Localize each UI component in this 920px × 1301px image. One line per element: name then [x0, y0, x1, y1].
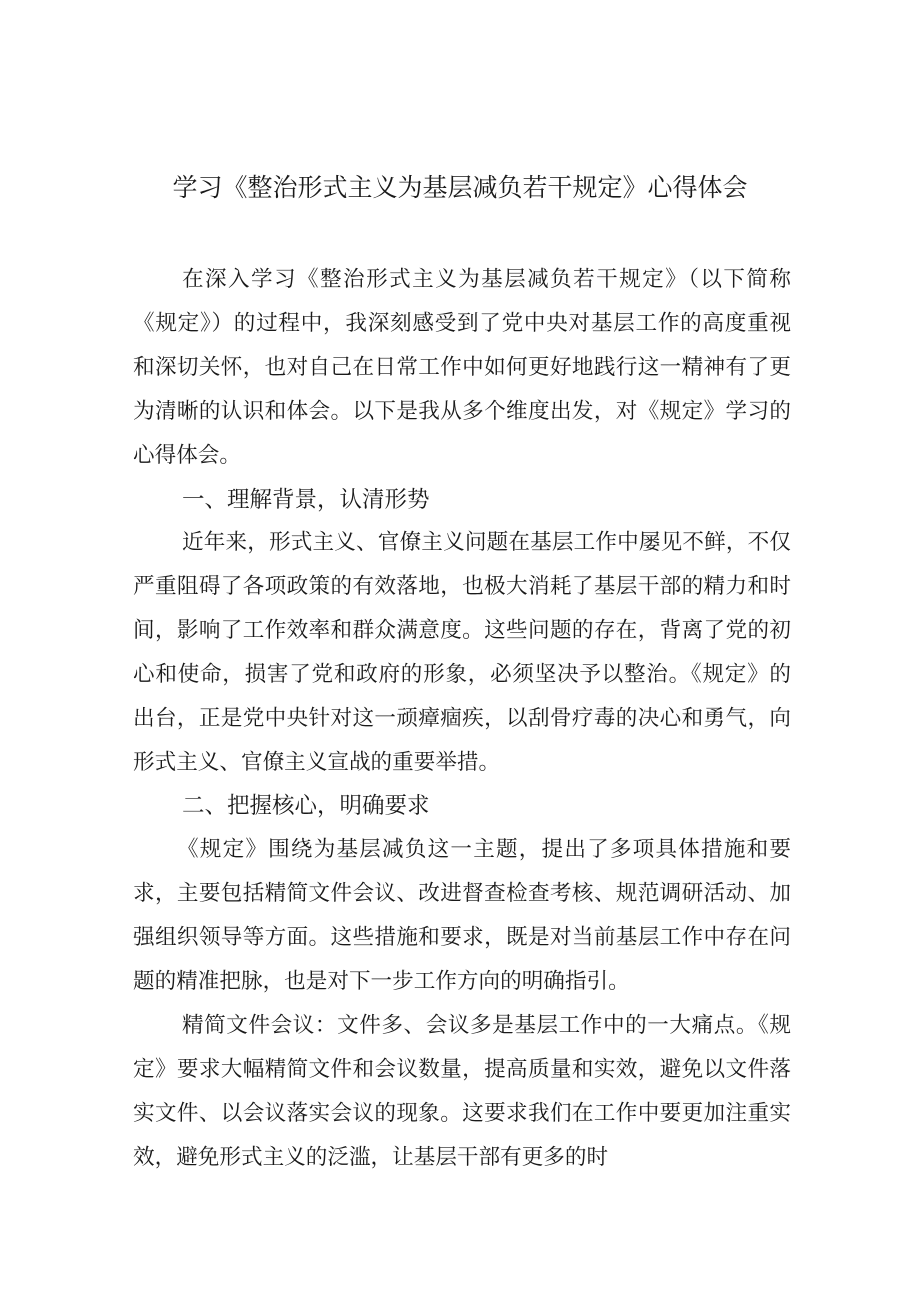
- section-background-paragraph: 近年来，形式主义、官僚主义问题在基层工作中屡见不鲜，不仅严重阻碍了各项政策的有效落地，也极大消耗了基层干部的精力和时间，影响了工作效率和群众满意度。这些问题的存在，背离了党的初心和使命，损害了党和政府的形象，必须坚决予以整治。《规定》的出台，正是党中央针对这一顽瘴痼疾，以刮骨疗毒的决心和勇气，向形式主义、官僚主义宣战的重要举措。: [133, 530, 791, 775]
- section-heading-core: 二、把握核心，明确要求: [182, 793, 430, 819]
- section-core-paragraph-documents-meetings: 精简文件会议：文件多、会议多是基层工作中的一大痛点。《规定》要求大幅精简文件和会议数量，提高质量和实效，避免以文件落实文件、以会议落实会议的现象。这要求我们在工作中要更加注重实效，避免形式主义的泛滥，让基层干部有更多的时: [133, 1013, 791, 1170]
- section-core-paragraph: 《规定》围绕为基层减负这一主题，提出了多项具体措施和要求，主要包括精简文件会议、改进督查检查考核、规范调研活动、加强组织领导等方面。这些措施和要求，既是对当前基层工作中存在问题的精准把脉，也是对下一步工作方向的明确指引。: [133, 837, 791, 994]
- intro-paragraph: 在深入学习《整治形式主义为基层减负若干规定》（以下简称《规定》）的过程中，我深刻感受到了党中央对基层工作的高度重视和深切关怀，也对自己在日常工作中如何更好地践行这一精神有了更为清晰的认识和体会。以下是我从多个维度出发，对《规定》学习的心得体会。: [133, 267, 791, 468]
- document-title: 学习《整治形式主义为基层减负若干规定》心得体会: [172, 173, 748, 202]
- section-heading-background: 一、理解背景，认清形势: [182, 487, 430, 513]
